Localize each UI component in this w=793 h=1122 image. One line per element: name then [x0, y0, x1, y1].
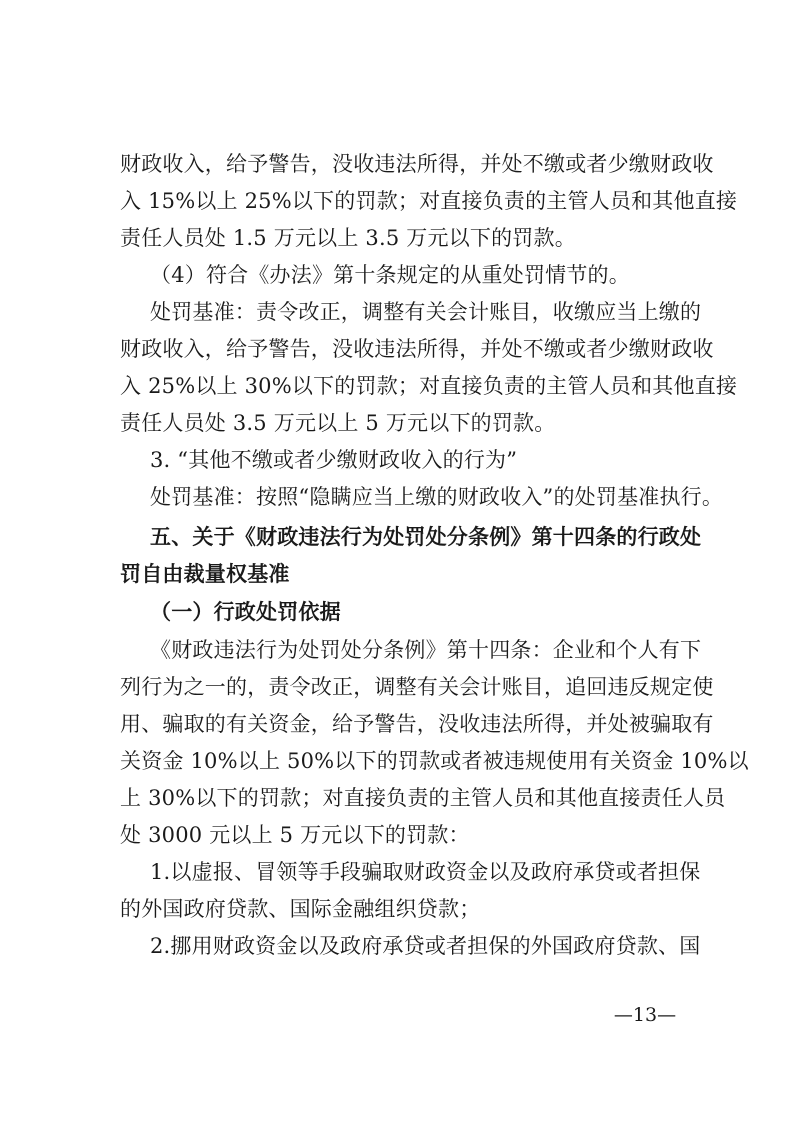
body-line: 处罚基准：按照“隐瞒应当上缴的财政收入”的处罚基准执行。	[150, 485, 724, 509]
body-line: 处罚基准：责令改正，调整有关会计账目，收缴应当上缴的	[150, 300, 702, 324]
body-line: 列行为之一的，责令改正，调整有关会计账目，追回违反规定使	[120, 675, 714, 699]
list-item-line: 2.挪用财政资金以及政府承贷或者担保的外国政府贷款、国	[150, 934, 701, 958]
body-line: 责任人员处 3.5 万元以上 5 万元以下的罚款。	[120, 411, 556, 435]
body-line: 的外国政府贷款、国际金融组织贷款；	[120, 897, 481, 921]
body-line: 财政收入，给予警告，没收违法所得，并处不缴或者少缴财政收	[120, 337, 714, 361]
body-line: 关资金 10%以上 50%以下的罚款或者被违规使用有关资金 10%以	[120, 749, 749, 773]
body-line: 上 30%以下的罚款；对直接负责的主管人员和其他直接责任人员	[120, 786, 726, 810]
page-number: —13—	[613, 1004, 677, 1026]
body-line: 责任人员处 1.5 万元以上 3.5 万元以下的罚款。	[120, 226, 576, 250]
list-item-line: 3. “其他不缴或者少缴财政收入的行为”	[150, 448, 518, 472]
section-heading: 五、关于《财政违法行为处罚处分条例》第十四条的行政处	[150, 525, 702, 549]
body-line: 入 15%以上 25%以下的罚款；对直接负责的主管人员和其他直接	[120, 189, 738, 213]
section-heading: 罚自由裁量权基准	[120, 562, 290, 586]
subsection-heading: （一）行政处罚依据	[150, 600, 341, 624]
body-line: 用、骗取的有关资金，给予警告，没收违法所得，并处被骗取有	[120, 712, 714, 736]
list-item-line: （4）符合《办法》第十条规定的从重处罚情节的。	[150, 263, 630, 287]
body-line: 《财政违法行为处罚处分条例》第十四条：企业和个人有下	[150, 638, 702, 662]
body-line: 入 25%以上 30%以下的罚款；对直接负责的主管人员和其他直接	[120, 374, 738, 398]
list-item-line: 1.以虚报、冒领等手段骗取财政资金以及政府承贷或者担保	[150, 860, 701, 884]
body-line: 处 3000 元以上 5 万元以下的罚款：	[120, 823, 470, 847]
body-line: 财政收入，给予警告，没收违法所得，并处不缴或者少缴财政收	[120, 152, 714, 176]
